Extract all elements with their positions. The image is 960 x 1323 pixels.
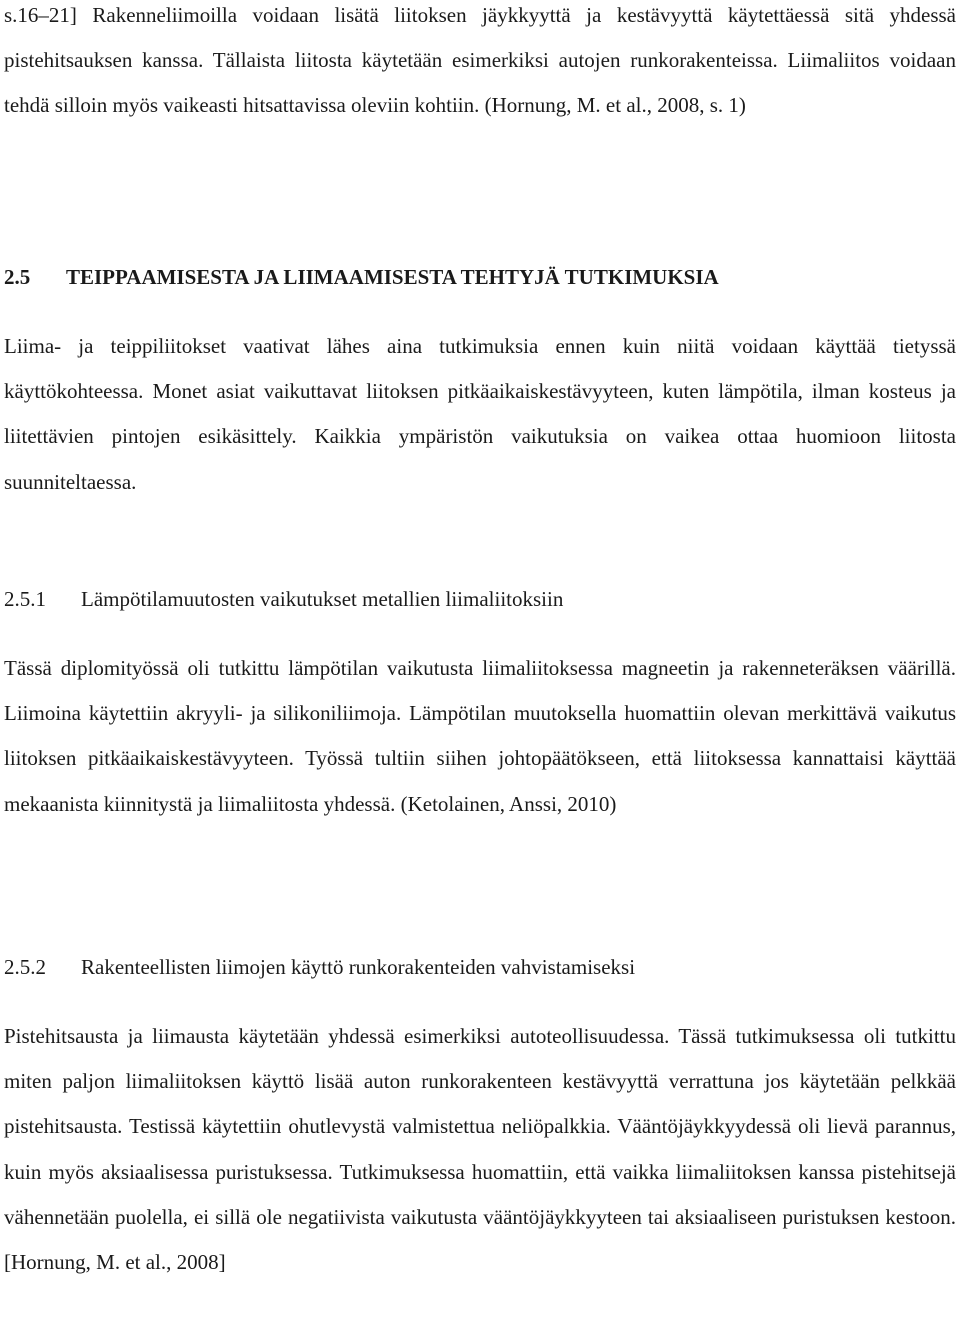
section-title: TEIPPAAMISESTA JA LIIMAAMISESTA TEHTYJÄ TUTKIMUKSIA: [66, 265, 719, 289]
intro-paragraph: s.16–21] Rakenneliimoilla voidaan lisätä liitoksen jäykkyyttä ja kestävyyttä käytettäessä sitä yhdessä pistehitsauksen kanssa. Tällaista liitosta käytetään esimerkiksi autojen runkorakenteissa. Liimaliitos voidaan tehdä silloin myös vaikeasti hitsattavissa oleviin kohtiin. (Hornung, M. et al., 2008, s. 1): [4, 3, 956, 118]
section-2-5-paragraph: Liima- ja teippiliitokset vaativat lähes aina tutkimuksia ennen kuin niitä voidaan käyttää tietyssä käyttökohteessa. Monet asiat vaikuttavat liitoksen pitkäaikaiskestävyyteen, kuten lämpötila, ilman kosteus ja liitettävien pintojen esikäsittely. Kaikkia ympäristön vaikutuksia on vaikea ottaa huomioon liitosta suunniteltaessa.: [4, 334, 956, 494]
section-number: 2.5.2: [4, 955, 46, 979]
section-2-5-2-paragraph: Pistehitsausta ja liimausta käytetään yhdessä esimerkiksi autoteollisuudessa. Tässä tutkimuksessa oli tutkittu miten paljon liimaliitoksen käyttö lisää auton runkorakenteen kestävyyttä verrattuna jos käytetään pelkkää pistehitsausta. Testissä käytettiin ohutlevystä valmistettua neliöpalkkia. Vääntöjäykkyydessä oli lievä parannus, kuin myös aksiaalisessa puristuksessa. Tutkimuksessa huomattiin, että vaikka liimaliitoksen kanssa pistehitsejä vähennetään puolella, ei sillä ole negatiivista vaikutusta vääntöjäykkyyteen tai aksiaaliseen puristuksen kestoon. [Hornung, M. et al., 2008]: [4, 1024, 956, 1275]
section-heading-2-5: [4, 264, 956, 290]
section-2-5-1-paragraph: Tässä diplomityössä oli tutkittu lämpötilan vaikutusta liimaliitoksessa magneetin ja rakenneteräksen väärillä. Liimoina käytettiin akryyli- ja silikoniliimoja. Lämpötilan muutoksella huomattiin olevan merkittävä vaikutus liitoksen pitkäaikaiskestävyyteen. Työssä tultiin siihen johtopäätökseen, että liitoksessa kannattaisi käyttää mekaanista kiinnitystä ja liimaliitosta yhdessä. (Ketolainen, Anssi, 2010): [4, 656, 956, 816]
section-title: Rakenteellisten liimojen käyttö runkorakenteiden vahvistamiseksi: [81, 955, 636, 979]
section-heading-2-5-2: [4, 954, 956, 980]
section-heading-2-5-1: [4, 586, 956, 612]
section-number: 2.5: [4, 265, 31, 289]
section-number: 2.5.1: [4, 587, 46, 611]
section-title: Lämpötilamuutosten vaikutukset metallien liimaliitoksiin: [81, 587, 564, 611]
